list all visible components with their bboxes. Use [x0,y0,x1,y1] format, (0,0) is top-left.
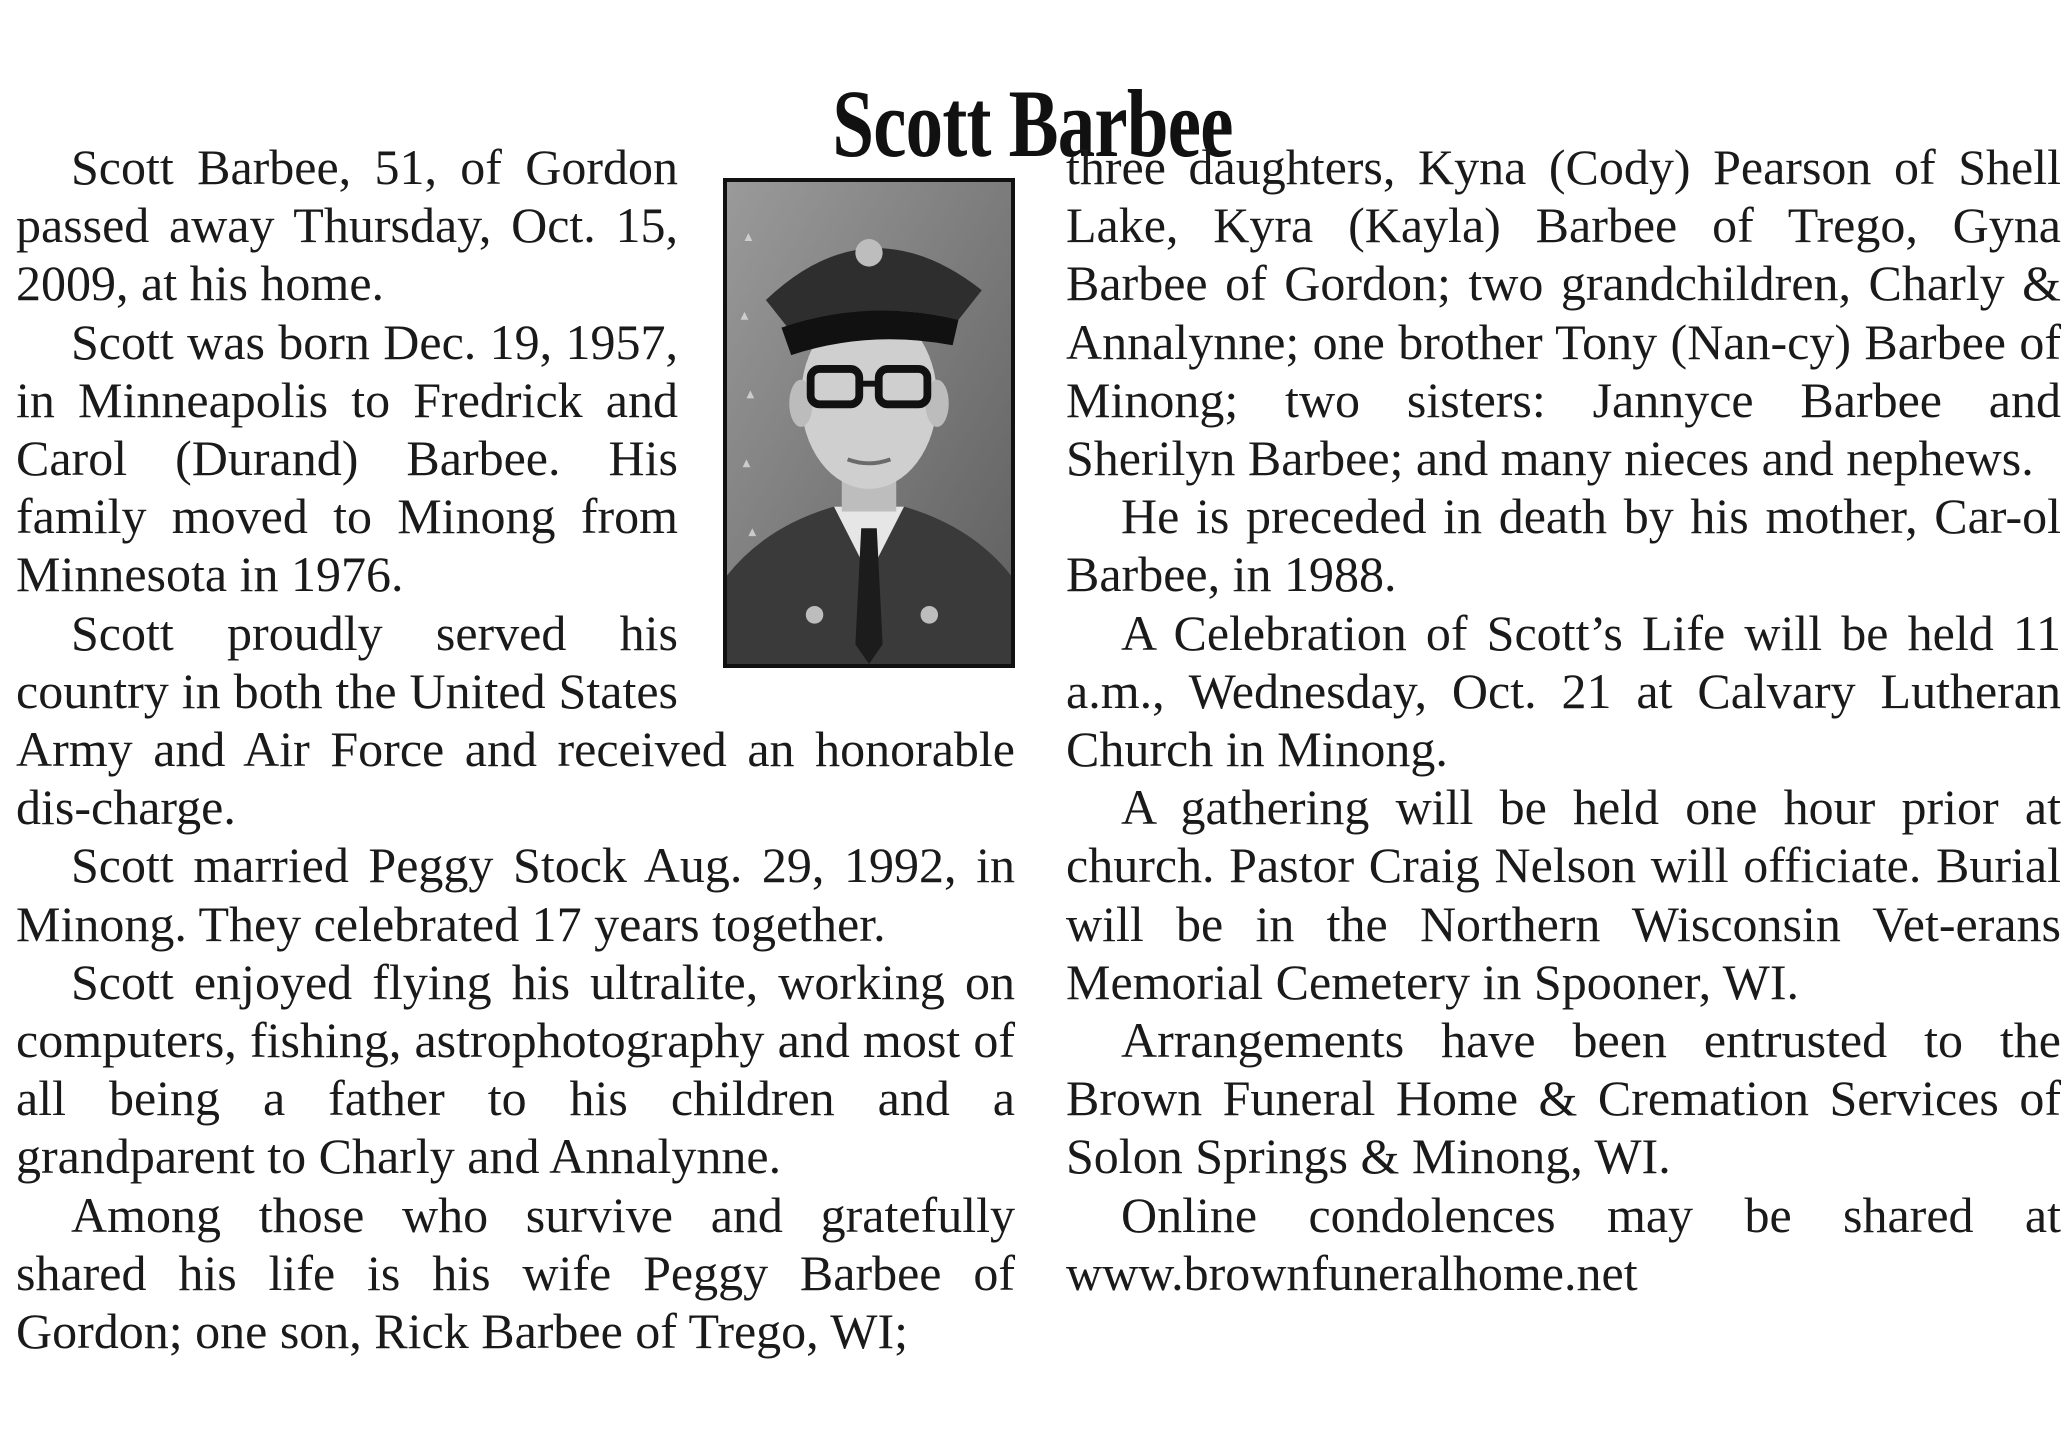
portrait-photo [723,178,1015,668]
paragraph-celebration-of-life: A Celebration of Scott’s Life will be held 11 a.m., Wednesday, Oct. 21 at Calvary Lutheran Church in Minong. [1066,604,2061,778]
paragraph-online-condolences: Online condolences may be shared at www.brownfuneralhome.net [1066,1186,2061,1301]
paragraph-hobbies: Scott enjoyed flying his ultralite, working on computers, fishing, astrophotography and most of all being a father to his children and a grandparent to Charly and Annalynne. [16,953,1015,1185]
paragraph-arrangements: Arrangements have been entrusted to the Brown Funeral Home & Cremation Services of Solon Springs & Minong, WI. [1066,1012,2061,1185]
paragraph-marriage: Scott married Peggy Stock Aug. 29, 1992, in Minong. They celebrated 17 years together. [16,837,1015,952]
left-column [16,138,1015,1360]
page-title: Scott Barbee [832,70,1233,178]
paragraph-death-notice: Scott Barbee, 51, of Gordon passed away Thursday, Oct. 15, 2009, at his home. [16,139,678,312]
portrait-image [727,182,1011,664]
paragraph-preceded-in-death: He is preceded in death by his mother, Car-ol Barbee, in 1988. [1066,488,2061,603]
right-column [1066,138,2061,1302]
paragraph-gathering-burial: A gathering will be held one hour prior at church. Pastor Craig Nelson will officiate. Burial will be in the Northern Wisconsin Vet-erans Memorial Cemetery in Spooner, WI. [1066,779,2061,1010]
paragraph-survivors-start: Among those who survive and gratefully shared his life is his wife Peggy Barbee of Gordon; one son, Rick Barbee of Trego, WI; [16,1186,1015,1360]
paragraph-military-service: Scott proudly served his country in both the United States Army and Air Force and received an honorable dis-charge. [16,604,1015,836]
paragraph-survivors-continued: three daughters, Kyna (Cody) Pearson of Shell Lake, Kyra (Kayla) Barbee of Trego, Gyna Barbee of Gordon; two grandchildren, Charly & Annalynne; one brother Tony (Nan-cy) Barbee of Minong; two sisters: Jannyce Barbee and Sherilyn Barbee; and many nieces and nephews. [1066,139,2061,487]
paragraph-birth: Scott was born Dec. 19, 1957, in Minneapolis to Fredrick and Carol (Durand) Barbee. His family moved to Minong from Minnesota in 1976. [16,313,678,603]
